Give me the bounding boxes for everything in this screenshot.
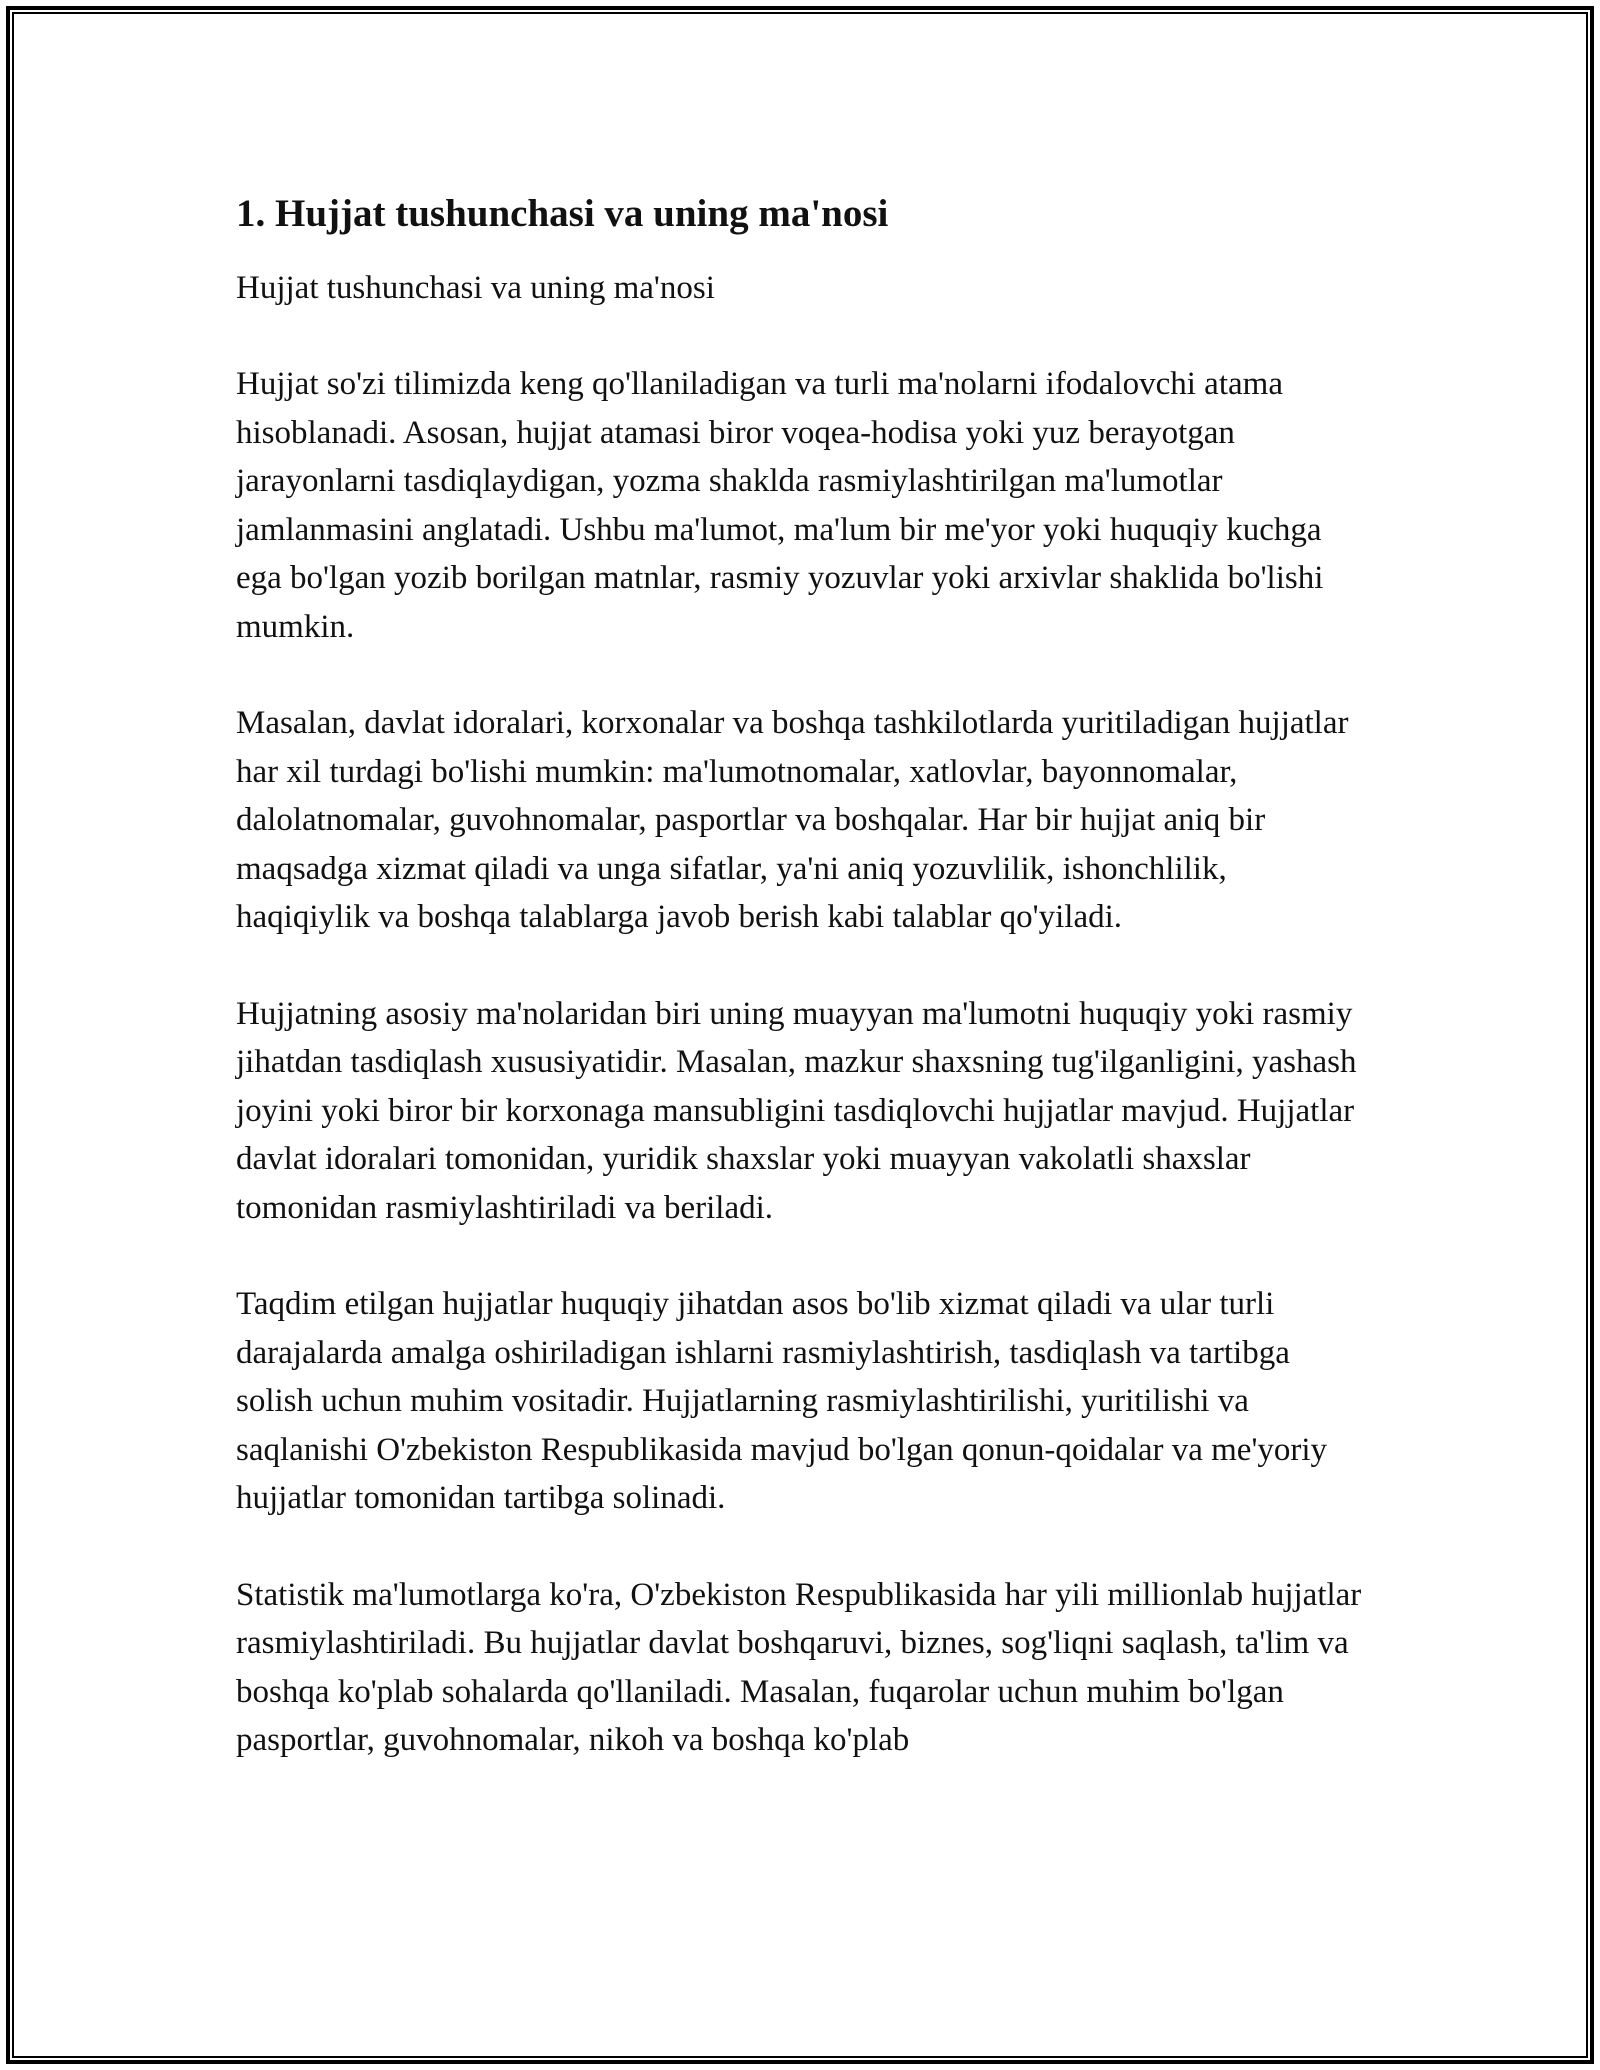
document-body xyxy=(236,186,1366,1813)
paragraph-4: Taqdim etilgan hujjatlar huquqiy jihatdan asos bo'lib xizmat qiladi va ular turli darajalarda amalga oshiriladigan ishlarni rasmiylashtirish, tasdiqlash va tartibga solish uchun muhim vositadir. Hujjatlarning rasmiylashtirilishi, yuritilishi va saqlanishi O'zbekiston Respublikasida mavjud bo'lgan qonun-qoidalar va me'yoriy hujjatlar tomonidan tartibga solinadi. xyxy=(236,1286,1328,1516)
paragraph-2: Masalan, davlat idoralari, korxonalar va boshqa tashkilotlarda yuritiladigan hujjatlar har xil turdagi bo'lishi mumkin: ma'lumotnomalar, xatlovlar, bayonnomalar, dalolatnomalar, guvohnomalar, pasportlar va boshqalar. Har bir hujjat aniq bir maqsadga xizmat qiladi va unga sifatlar, ya'ni aniq yozuvlilik, ishonchlilik, haqiqiylik va boshqa talablarga javob berish kabi talablar qo'yiladi. xyxy=(236,705,1349,935)
paragraph-1: Hujjat so'zi tilimizda keng qo'llaniladigan va turli ma'nolarni ifodalovchi atama hisoblanadi. Asosan, hujjat atamasi biror voqea-hodisa yoki yuz berayotgan jarayonlarni tasdiqlaydigan, yozma shaklda rasmiylashtirilgan ma'lumotlar jamlanmasini anglatadi. Ushbu ma'lumot, ma'lum bir me'yor yoki huquqiy kuchga ega bo'lgan yozib borilgan matnlar, rasmiy yozuvlar yoki arxivlar shaklida bo'lishi mumkin. xyxy=(236,366,1324,645)
section-subtitle: Hujjat tushunchasi va uning ma'nosi xyxy=(236,270,715,306)
section-heading: 1. Hujjat tushunchasi va uning ma'nosi xyxy=(236,192,889,235)
paragraph-3: Hujjatning asosiy ma'nolaridan biri uning muayyan ma'lumotni huquqiy yoki rasmiy jihatdan tasdiqlash xususiyatidir. Masalan, mazkur shaxsning tug'ilganligini, yashash joyini yoki biror bir korxonaga mansubligini tasdiqlovchi hujjatlar mavjud. Hujjatlar davlat idoralari tomonidan, yuridik shaxslar yoki muayyan vakolatli shaxslar tomonidan rasmiylashtiriladi va beriladi. xyxy=(236,995,1357,1226)
paragraph-5: Statistik ma'lumotlarga ko'ra, O'zbekiston Respublikasida har yili millionlab hujjatlar rasmiylashtiriladi. Bu hujjatlar davlat boshqaruvi, biznes, sog'liqni saqlash, ta'lim va boshqa ko'plab sohalarda qo'llaniladi. Masalan, fuqarolar uchun muhim bo'lgan pasportlar, guvohnomalar, nikoh va boshqa ko'plab xyxy=(236,1576,1362,1758)
